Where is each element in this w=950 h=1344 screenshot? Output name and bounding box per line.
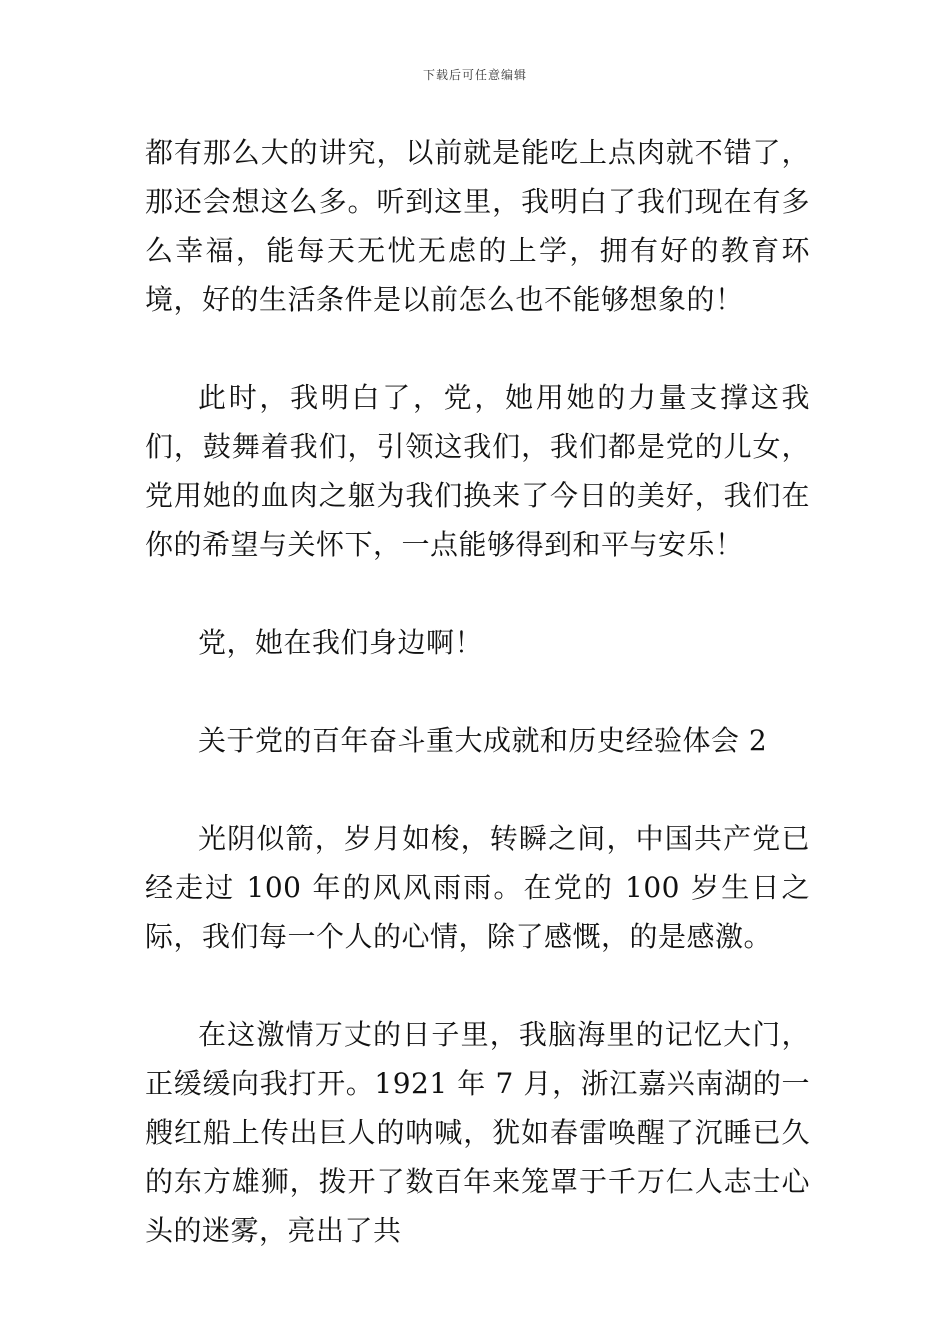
paragraph-gap: [145, 961, 810, 1010]
header-note: 下载后可任意编辑: [422, 68, 527, 82]
paragraph-gap: [145, 569, 810, 618]
paragraph: 此时，我明白了，党，她用她的力量支撑这我们，鼓舞着我们，引领这我们，我们都是党的儿女，党用她的血肉之躯为我们换来了今日的美好，我们在你的希望与关怀下，一点能够得到和平与安乐！: [145, 381, 810, 561]
paragraph-gap: [145, 324, 810, 373]
paragraph: 光阴似箭，岁月如梭，转瞬之间，中国共产党已经走过 100 年的风风雨雨。在党的 100 岁生日之际，我们每一个人的心情，除了感慨，的是感激。: [145, 822, 810, 953]
section-title: 关于党的百年奋斗重大成就和历史经验体会 2: [198, 724, 768, 757]
paragraph-continuation: 都有那么大的讲究，以前就是能吃上点肉就不错了，那还会想这么多。听到这里，我明白了我们现在有多么幸福，能每天无忧无虑的上学，拥有好的教育环境，好的生活条件是以前怎么也不能够想象的！: [145, 136, 810, 316]
paragraph: 党，她在我们身边啊！: [198, 626, 484, 659]
paragraph-gap: [145, 765, 810, 814]
document-body: [145, 128, 810, 1255]
paragraph: 在这激情万丈的日子里，我脑海里的记忆大门，正缓缓向我打开。1921 年 7 月，浙江嘉兴南湖的一艘红船上传出巨人的呐喊，犹如春雷唤醒了沉睡已久的东方雄狮，拨开了数百年来笼罩于千万仁人志士心头的迷雾，亮出了共: [145, 1018, 810, 1247]
paragraph-gap: [145, 667, 810, 716]
